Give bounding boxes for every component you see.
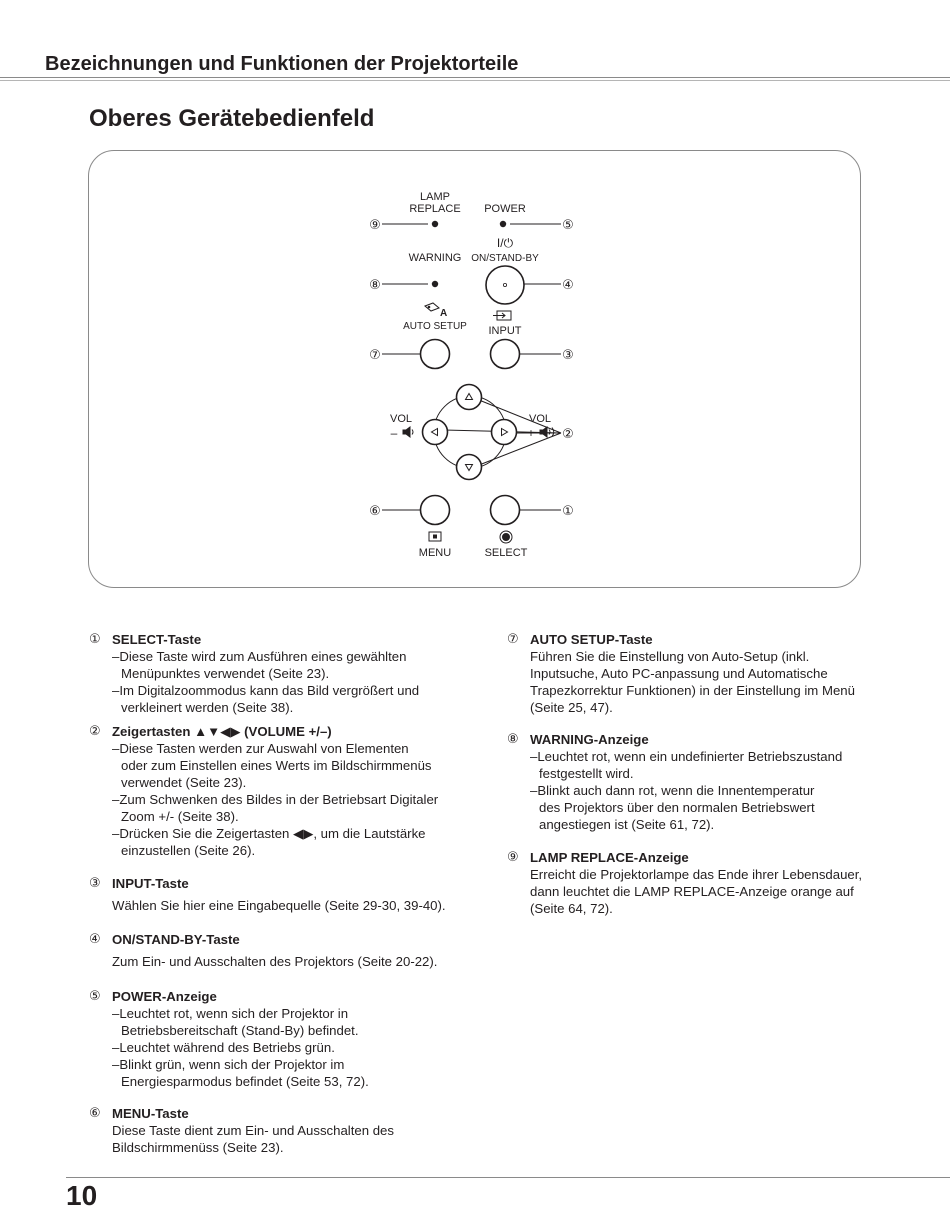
callout-4: ④ bbox=[562, 277, 574, 292]
callout-8: ⑧ bbox=[369, 277, 381, 292]
item-line: –Drücken Sie die Zeigertasten ◀▶, um die Lautstärke bbox=[112, 826, 426, 841]
item-line: –Diese Tasten werden zur Auswahl von Elementen bbox=[112, 741, 409, 756]
menu-icon bbox=[429, 532, 441, 541]
select-label: SELECT bbox=[484, 547, 528, 559]
item-number: ⑥ bbox=[89, 1106, 101, 1121]
item-title: LAMP REPLACE-Anzeige bbox=[530, 850, 689, 865]
item-line: Zoom +/- (Seite 38). bbox=[121, 809, 239, 824]
callout-7: ⑦ bbox=[369, 347, 381, 362]
item-power bbox=[89, 988, 482, 1090]
callout-2: ② bbox=[562, 426, 574, 441]
page-title: Oberes Gerätebedienfeld bbox=[89, 105, 375, 132]
menu-label: MENU bbox=[418, 547, 452, 559]
item-warning bbox=[507, 731, 910, 833]
volume-up-speaker-icon bbox=[540, 427, 554, 437]
item-line: oder zum Einstellen eines Werts im Bildschirmmenüs bbox=[121, 758, 432, 773]
item-line: festgestellt wird. bbox=[539, 766, 634, 781]
item-line: –Leuchtet während des Betriebs grün. bbox=[112, 1040, 335, 1055]
callout-5: ⑤ bbox=[562, 217, 574, 232]
warning-indicator bbox=[432, 281, 438, 287]
pointer-left-button[interactable] bbox=[423, 420, 448, 445]
item-line: verwendet (Seite 23). bbox=[121, 775, 247, 790]
callout-3: ③ bbox=[562, 347, 574, 362]
item-number: ① bbox=[89, 632, 101, 647]
on-standby-label: ON/STAND-BY bbox=[471, 253, 539, 264]
menu-button[interactable] bbox=[421, 496, 450, 525]
item-line: verkleinert werden (Seite 38). bbox=[121, 700, 294, 715]
item-number: ⑤ bbox=[89, 989, 101, 1004]
item-title: SELECT-Taste bbox=[112, 632, 202, 647]
lamp-replace-label-line1: LAMP bbox=[420, 191, 450, 203]
item-line: Inputsuche, Auto PC-anpassung und Automatische bbox=[530, 666, 828, 681]
item-line: –Leuchtet rot, wenn ein undefinierter Betriebszustand bbox=[530, 749, 843, 764]
item-line: –Diese Taste wird zum Ausführen eines gewählten bbox=[112, 649, 407, 664]
item-line: angestiegen ist (Seite 61, 72). bbox=[539, 817, 715, 832]
vol-left-label: VOL bbox=[389, 413, 413, 425]
item-line: –Blinkt grün, wenn sich der Projektor im bbox=[112, 1057, 345, 1072]
pointer-down-button[interactable] bbox=[457, 455, 482, 480]
item-number: ⑧ bbox=[507, 732, 519, 747]
item-title: WARNING-Anzeige bbox=[530, 732, 649, 747]
item-number: ⑨ bbox=[507, 850, 519, 865]
section-title: Bezeichnungen und Funktionen der Projektorteile bbox=[45, 53, 519, 75]
warning-label: WARNING bbox=[408, 252, 462, 264]
page-number: 10 bbox=[66, 1180, 98, 1211]
power-label: POWER bbox=[484, 203, 526, 215]
item-title: POWER-Anzeige bbox=[112, 989, 217, 1004]
pointer-right-button[interactable] bbox=[492, 420, 517, 445]
svg-text:A: A bbox=[440, 308, 448, 319]
pointer-up-button[interactable] bbox=[457, 385, 482, 410]
input-button[interactable] bbox=[491, 340, 520, 369]
select-icon bbox=[500, 531, 512, 543]
item-line: Zum Ein- und Ausschalten des Projektors (Seite 20-22). bbox=[112, 954, 438, 969]
item-onstandby bbox=[89, 931, 482, 970]
item-line: –Im Digitalzoommodus kann das Bild vergrößert und bbox=[112, 683, 420, 698]
auto-setup-button[interactable] bbox=[421, 340, 450, 369]
item-line: Menüpunktes verwendet (Seite 23). bbox=[121, 666, 330, 681]
item-number: ④ bbox=[89, 932, 101, 947]
lamp-replace-indicator bbox=[432, 221, 438, 227]
item-select bbox=[89, 631, 482, 716]
item-title: Zeigertasten ▲▼◀▶ (VOLUME +/–) bbox=[112, 724, 332, 739]
item-line: Bildschirmmenüss (Seite 23). bbox=[112, 1140, 284, 1155]
item-menu bbox=[89, 1105, 482, 1156]
item-line: Trapezkorrektur Funktionen) in der Einstellung im Menü bbox=[530, 683, 855, 698]
item-line: (Seite 25, 47). bbox=[530, 700, 613, 715]
item-line: –Blinkt auch dann rot, wenn die Innentemperatur bbox=[530, 783, 815, 798]
item-line: –Leuchtet rot, wenn sich der Projektor in bbox=[112, 1006, 349, 1021]
on-standby-button[interactable] bbox=[486, 266, 524, 304]
callout-6: ⑥ bbox=[369, 503, 381, 518]
item-line: des Projektors über den normalen Betriebswert bbox=[539, 800, 815, 815]
item-line: (Seite 64, 72). bbox=[530, 901, 613, 916]
vol-right-label: VOL bbox=[528, 413, 552, 425]
volume-down-speaker-icon bbox=[403, 427, 413, 437]
lamp-replace-label-line2: REPLACE bbox=[409, 203, 461, 215]
item-title: AUTO SETUP-Taste bbox=[530, 632, 653, 647]
vol-right-sign: + bbox=[527, 426, 535, 440]
input-icon bbox=[493, 311, 511, 320]
item-autosetup bbox=[507, 631, 910, 716]
vol-left-sign: – bbox=[390, 426, 398, 440]
footer-rule bbox=[66, 1177, 950, 1178]
callout-1: ① bbox=[562, 503, 574, 518]
item-input bbox=[89, 875, 482, 914]
item-title: MENU-Taste bbox=[112, 1106, 189, 1121]
auto-setup-icon bbox=[425, 303, 447, 319]
item-number: ③ bbox=[89, 876, 101, 891]
power-indicator bbox=[500, 221, 506, 227]
callout-9: ⑨ bbox=[369, 217, 381, 232]
item-line: Diese Taste dient zum Ein- und Ausschalten des bbox=[112, 1123, 394, 1138]
item-lampreplace bbox=[507, 849, 910, 917]
item-line: dann leuchtet die LAMP REPLACE-Anzeige orange auf bbox=[530, 884, 854, 899]
item-line: Energiesparmodus befindet (Seite 53, 72). bbox=[121, 1074, 369, 1089]
item-number: ⑦ bbox=[507, 632, 519, 647]
item-line: Erreicht die Projektorlampe das Ende ihrer Lebensdauer, bbox=[530, 867, 863, 882]
select-button[interactable] bbox=[491, 496, 520, 525]
item-title: ON/STAND-BY-Taste bbox=[112, 932, 240, 947]
item-title: INPUT-Taste bbox=[112, 876, 189, 891]
item-line: Führen Sie die Einstellung von Auto-Setup (inkl. bbox=[530, 649, 810, 664]
item-line: –Zum Schwenken des Bildes in der Betriebsart Digitaler bbox=[112, 792, 439, 807]
item-line: Betriebsbereitschaft (Stand-By) befindet. bbox=[121, 1023, 359, 1038]
control-panel-diagram bbox=[0, 0, 950, 600]
item-line: einzustellen (Seite 26). bbox=[121, 843, 256, 858]
on-standby-symbol: I/⏻ bbox=[496, 236, 514, 250]
item-line: Wählen Sie hier eine Eingabequelle (Seite 29-30, 39-40). bbox=[112, 898, 446, 913]
input-label: INPUT bbox=[488, 325, 522, 337]
auto-setup-label: AUTO SETUP bbox=[403, 321, 467, 332]
item-number: ② bbox=[89, 724, 101, 739]
item-pointer bbox=[89, 723, 482, 859]
